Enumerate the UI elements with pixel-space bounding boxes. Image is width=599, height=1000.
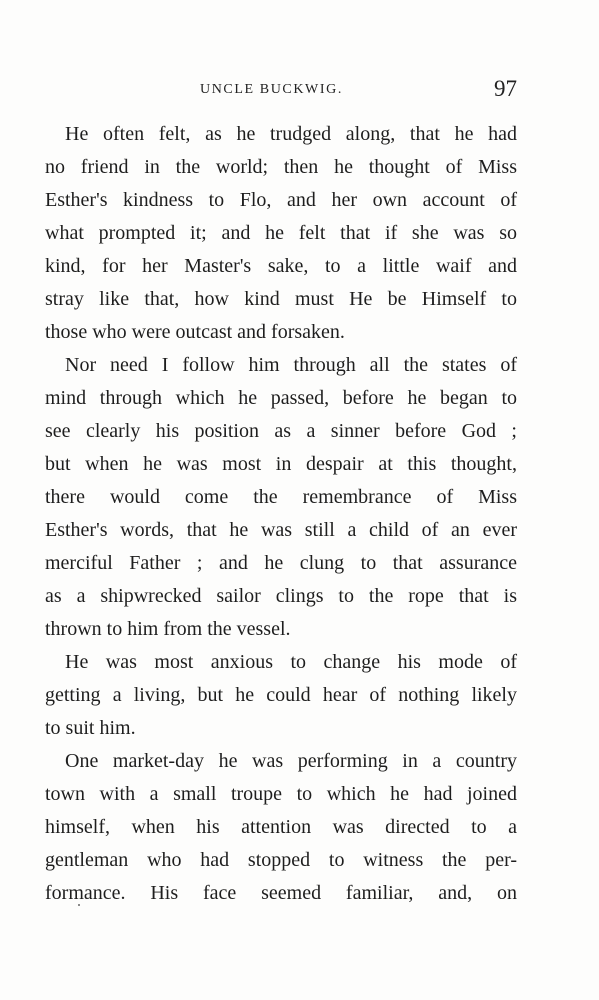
- body-text: [45, 118, 517, 910]
- text-line: gentleman who had stopped to witness the per-: [45, 849, 517, 871]
- page-number: 97: [494, 76, 517, 101]
- text-line: merciful Father ; and he clung to that assurance: [45, 552, 517, 574]
- text-line: no friend in the world; then he thought of Miss: [45, 156, 517, 178]
- text-line: mind through which he passed, before he began to: [45, 387, 517, 409]
- text-line: but when he was most in despair at this thought,: [45, 453, 517, 475]
- text-line: town with a small troupe to which he had joined: [45, 783, 517, 805]
- text-line: He was most anxious to change his mode of: [65, 651, 517, 673]
- text-line: what prompted it; and he felt that if she was so: [45, 222, 517, 244]
- running-title: UNCLE BUCKWIG.: [200, 82, 343, 97]
- text-line: to suit him.: [45, 717, 136, 739]
- text-line: stray like that, how kind must He be Himself to: [45, 288, 517, 310]
- text-line: Nor need I follow him through all the states of: [65, 354, 517, 376]
- text-line: himself, when his attention was directed to a: [45, 816, 517, 838]
- text-line: Esther's words, that he was still a child of an ever: [45, 519, 517, 541]
- text-line: thrown to him from the vessel.: [45, 618, 291, 640]
- text-line: as a shipwrecked sailor clings to the rope that is: [45, 585, 517, 607]
- page-header: [45, 78, 517, 104]
- text-line: see clearly his position as a sinner before God ;: [45, 420, 517, 442]
- text-line: He often felt, as he trudged along, that he had: [65, 123, 517, 145]
- text-line: formance. His face seemed familiar, and, on: [45, 882, 517, 904]
- text-line: getting a living, but he could hear of nothing likely: [45, 684, 517, 706]
- print-speck: [78, 904, 80, 906]
- text-line: One market-day he was performing in a country: [65, 750, 517, 772]
- text-line: kind, for her Master's sake, to a little waif and: [45, 255, 517, 277]
- text-line: there would come the remembrance of Miss: [45, 486, 517, 508]
- text-line: Esther's kindness to Flo, and her own account of: [45, 189, 517, 211]
- text-line: those who were outcast and forsaken.: [45, 321, 345, 343]
